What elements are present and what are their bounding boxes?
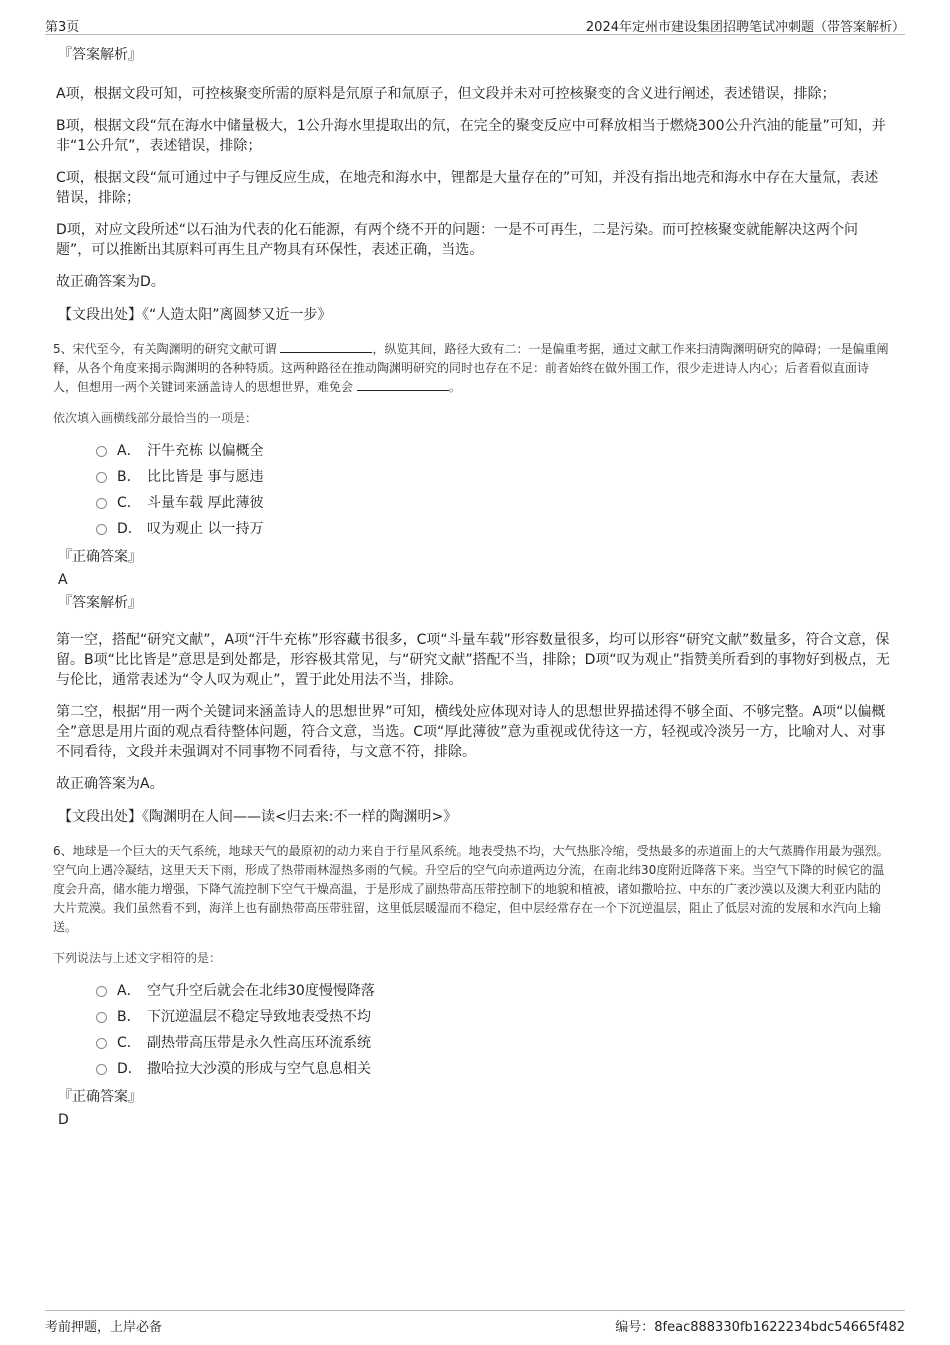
q4-analysis-label: 『答案解析』 xyxy=(58,47,142,63)
q5-conclusion: 故正确答案为A。 xyxy=(56,776,164,792)
page-number: 第3页 xyxy=(45,20,80,35)
q5-stem: 5、宋代至今，有关陶渊明的研究文献可谓 ，纵览其间，路径大致有二：一是偏重考据，通过文献工作来扫清陶渊明研究的障碍；一是偏重阐释，从各个角度来揭示陶渊明的各种特质。这两种路径在推动陶渊明研究的同时也存在不足：前者始终在做外围工作，很少走进诗人内心；后者看似直面诗人，但想用一两个关键词来涵盖诗人的思想世界，难免会 。 xyxy=(53,342,889,394)
q5-answer: A xyxy=(58,572,68,588)
q6-prompt: 下列说法与上述文字相符的是： xyxy=(53,951,222,965)
q6-answer: D xyxy=(58,1112,69,1128)
q6-options xyxy=(96,978,890,1082)
q5-option-a[interactable]: A． 汗牛充栋 以偏概全 xyxy=(96,438,890,464)
q4-analysis-b: B项，根据文段“氘在海水中储量极大，1公升海水里提取出的氘，在完全的聚变反应中可释放相当于燃烧300公升汽油的能量”可知，并非“1公升氘”，表述错误，排除； xyxy=(56,118,886,154)
main-content xyxy=(53,44,890,1132)
q6-option-d[interactable]: D． 撒哈拉大沙漠的形成与空气息息相关 xyxy=(96,1056,890,1082)
q5-option-b[interactable]: B． 比比皆是 事与愿违 xyxy=(96,464,890,490)
radio-icon[interactable] xyxy=(96,472,107,483)
q5-answer-label: 『正确答案』 xyxy=(58,549,142,565)
document-id: 编号：8feac888330fb1622234bdc54665f482 xyxy=(615,1320,905,1335)
document-title: 2024年定州市建设集团招聘笔试冲刺题（带答案解析） xyxy=(585,20,905,35)
q5-analysis-1: 第一空，搭配“研究文献”，A项“汗牛充栋”形容藏书很多，C项“斗量车载”形容数量很多，均可以形容“研究文献”数量多，符合文意，保留。B项“比比皆是”意思是到处都是，形容极其常见，与“研究文献”搭配不当，排除；D项“叹为观止”指赞美所看到的事物好到极点，无与伦比，通常表述为“令人叹为观止”，置于此处用法不当，排除。 xyxy=(56,632,890,688)
q5-analysis-label: 『答案解析』 xyxy=(58,595,142,611)
q4-analysis-d: D项，对应文段所述“以石油为代表的化石能源，有两个绕不开的问题：一是不可再生，二是污染。而可控核聚变就能解决这两个问题”，可以推断出其原料可再生且产物具有环保性，表述正确，当选。 xyxy=(56,222,859,258)
radio-icon[interactable] xyxy=(96,1012,107,1023)
blank-line-2 xyxy=(357,378,449,391)
q5-section xyxy=(53,340,890,826)
q6-section xyxy=(53,842,890,1128)
q4-analysis-c: C项，根据文段“氚可通过中子与锂反应生成，在地壳和海水中，锂都是大量存在的”可知，并没有指出地壳和海水中存在大量氚，表述错误，排除； xyxy=(56,170,879,206)
radio-icon[interactable] xyxy=(96,986,107,997)
q4-analysis-a: A项，根据文段可知，可控核聚变所需的原料是氘原子和氚原子，但文段并未对可控核聚变的含义进行阐述，表述错误，排除； xyxy=(56,86,836,102)
q6-option-b[interactable]: B． 下沉逆温层不稳定导致地表受热不均 xyxy=(96,1004,890,1030)
q5-options xyxy=(96,438,890,542)
page-footer xyxy=(45,1310,905,1335)
blank-line-1 xyxy=(280,340,372,353)
radio-icon[interactable] xyxy=(96,1038,107,1049)
q6-option-a[interactable]: A． 空气升空后就会在北纬30度慢慢降落 xyxy=(96,978,890,1004)
q4-source: 【文段出处】《“人造太阳”离圆梦又近一步》 xyxy=(58,307,332,323)
q5-option-d[interactable]: D． 叹为观止 以一持万 xyxy=(96,516,890,542)
q5-source: 【文段出处】《陶渊明在人间——读<归去来:不一样的陶渊明>》 xyxy=(58,809,458,825)
radio-icon[interactable] xyxy=(96,1064,107,1075)
q6-option-c[interactable]: C． 副热带高压带是永久性高压环流系统 xyxy=(96,1030,890,1056)
footer-slogan: 考前押题，上岸必备 xyxy=(45,1320,163,1335)
q6-answer-label: 『正确答案』 xyxy=(58,1089,142,1105)
page-header xyxy=(45,14,905,35)
radio-icon[interactable] xyxy=(96,524,107,535)
q6-stem: 6、地球是一个巨大的天气系统，地球天气的最原初的动力来自于行星风系统。地表受热不均，大气热胀冷缩，受热最多的赤道面上的大气蒸腾作用最为强烈。空气向上遇冷凝结，这里天天下雨，形成了热带雨林湿热多雨的气候。升空后的空气向赤道两边分流，在南北纬30度附近降落下来。当空气下降的时候它的温度会升高，储水能力增强，下降气流控制下空气干燥高温，于是形成了副热带高压带控制下的地貌和植被，诸如撒哈拉、中东的广袤沙漠以及澳大利亚内陆的大片荒漠。我们虽然看不到，海洋上也有副热带高压带驻留，这里低层暖湿而不稳定，但中层经常存在一个下沉逆温层，阻止了低层对流的发展和水汽向上输送。 xyxy=(53,844,889,934)
q5-option-c[interactable]: C． 斗量车载 厚此薄彼 xyxy=(96,490,890,516)
q5-analysis-2: 第二空，根据“用一两个关键词来涵盖诗人的思想世界”可知，横线处应体现对诗人的思想世界描述得不够全面、不够完整。A项“以偏概全”意思是用片面的观点看待整体问题，符合文意，当选。C项“厚此薄彼”意为重视或优待这一方，轻视或冷淡另一方，比喻对人、对事不同看待，文段并未强调对不同事物不同看待，与文意不符，排除。 xyxy=(56,704,886,760)
q4-analysis-section xyxy=(56,44,890,324)
radio-icon[interactable] xyxy=(96,498,107,509)
q5-prompt: 依次填入画横线部分最恰当的一项是： xyxy=(53,411,258,425)
radio-icon[interactable] xyxy=(96,446,107,457)
q4-conclusion: 故正确答案为D。 xyxy=(56,274,165,290)
